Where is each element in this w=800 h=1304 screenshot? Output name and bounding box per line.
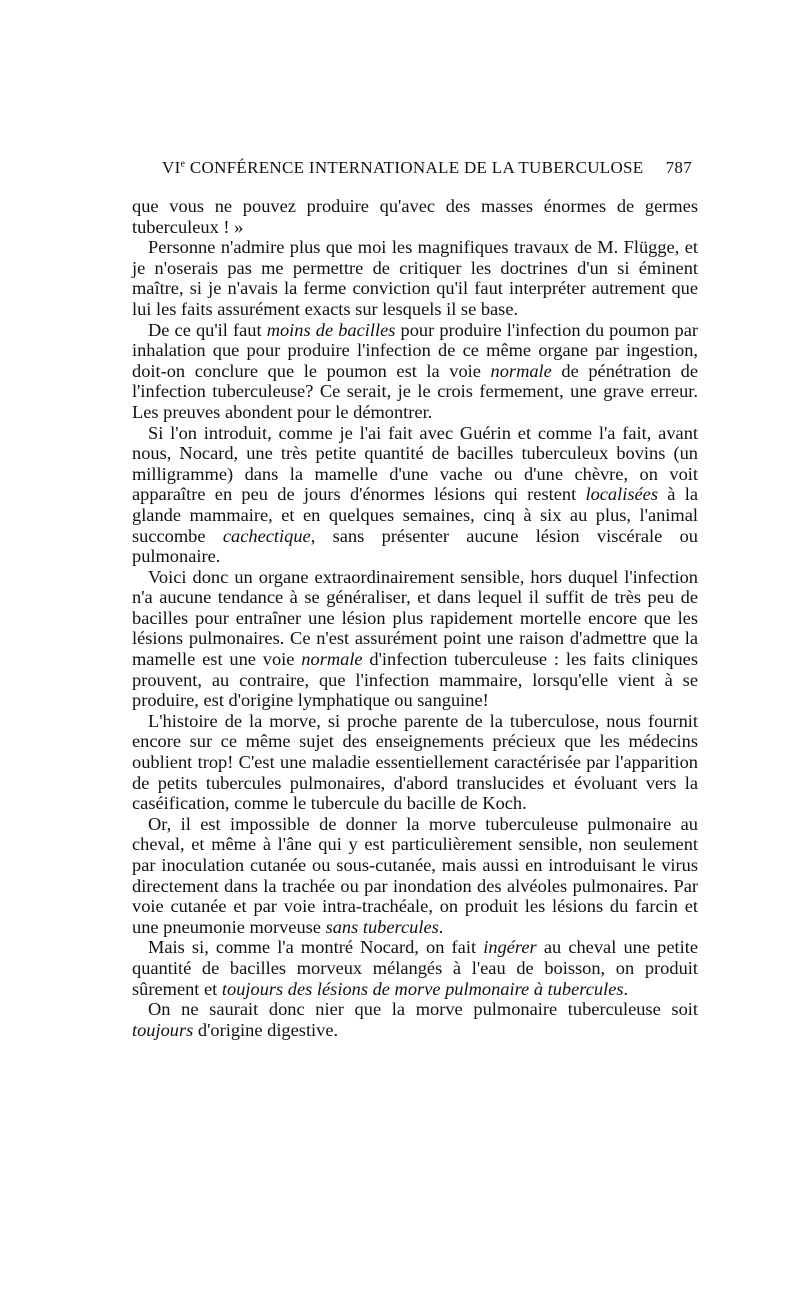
ordinal: VI bbox=[162, 158, 181, 177]
paragraph bbox=[132, 814, 698, 938]
text-run: Mais si, comme l'a montré Nocard, on fait bbox=[148, 937, 484, 958]
italic-text: localisées bbox=[585, 484, 658, 505]
italic-text: cachectique bbox=[222, 525, 311, 546]
text-run: Personne n'admire plus que moi les magnifiques travaux de M. Flügge, et je n'oserais pas me permettre de critiquer les doctrines d'un si éminent maître, si je n'avais la ferme conviction qu'il faut interpréter autrement que lui les faits assurément exacts sur lesquels il se base. bbox=[132, 237, 698, 319]
italic-text: sans tubercules bbox=[325, 916, 439, 937]
conference-title: CONFÉRENCE INTERNATIONALE DE LA TUBERCULOSE bbox=[189, 158, 644, 177]
running-head-title bbox=[162, 158, 644, 178]
paragraph bbox=[132, 237, 698, 319]
text-run: d'infection tuberculeuse : les faits cliniques prouvent, au contraire, que l'infection mammaire, lorsqu'elle vient à se produire, est d'origine lymphatique ou sanguine! bbox=[132, 649, 698, 711]
italic-text: toujours bbox=[132, 1019, 194, 1040]
text-run: On ne saurait donc nier que la morve pulmonaire tuberculeuse soit bbox=[148, 999, 698, 1020]
italic-text: normale bbox=[301, 649, 363, 670]
paragraph bbox=[132, 423, 698, 567]
body-text bbox=[132, 196, 698, 1040]
text-run: . bbox=[623, 978, 629, 999]
text-run: de pénétration de l'infection tuberculeuse? Ce serait, je le crois fermement, une grave erreur. Les preuves abondent pour le démontrer. bbox=[132, 360, 698, 422]
text-run: De ce qu'il faut bbox=[148, 319, 267, 340]
running-head bbox=[162, 158, 692, 178]
text-run: L'histoire de la morve, si proche parente de la tuberculose, nous fournit encore sur ce même sujet des enseignements précieux que les médecins oublient trop! C'est une maladie essentiellement caractérisée par l'apparition de petits tubercules pulmonaires, d'abord translucides et évoluant vers la caséification, comme le tubercule du bacille de Koch. bbox=[132, 710, 698, 814]
text-run: Voici donc un organe extraordinairement sensible, hors duquel l'infection n'a aucune tendance à se généraliser, et dans lequel il suffit de très peu de bacilles pour entraîner une lésion plus rapidement mortelle encore que les lésions pulmonaires. Ce n'est assurément point une raison d'admettre que la mamelle est une voie bbox=[132, 566, 698, 670]
text-run: , sans présenter aucune lésion viscérale ou pulmonaire. bbox=[132, 525, 698, 567]
text-run: pour produire l'infection du poumon par inhalation que pour produire l'infection de ce même organe par ingestion, doit-on conclure que le poumon est la voie bbox=[132, 319, 698, 381]
paragraph bbox=[132, 196, 698, 237]
paragraph bbox=[132, 999, 698, 1040]
text-run: . bbox=[438, 916, 444, 937]
text-run: d'origine digestive. bbox=[193, 1019, 339, 1040]
text-run: au cheval une petite quantité de bacilles morveux mélangés à l'eau de boisson, on produit sûrement et bbox=[132, 937, 699, 999]
italic-text: normale bbox=[490, 360, 552, 381]
paragraph bbox=[132, 320, 698, 423]
text-run: Si l'on introduit, comme je l'ai fait avec Guérin et comme l'a fait, avant nous, Nocard, une très petite quantité de bacilles tuberculeux bovins (un milligramme) dans la mamelle d'une vache ou d'une chèvre, on voit apparaître en peu de jours d'énormes lésions qui restent bbox=[132, 422, 698, 505]
paragraph bbox=[132, 711, 698, 814]
paragraph bbox=[132, 937, 698, 999]
page-number: 787 bbox=[665, 158, 692, 177]
italic-text: moins de bacilles bbox=[266, 319, 396, 340]
ordinal-superscript: e bbox=[180, 158, 186, 170]
text-run: à la glande mammaire, et en quelques semaines, cinq à six au plus, l'animal succombe bbox=[132, 484, 698, 546]
paragraph bbox=[132, 567, 698, 711]
text-run: que vous ne pouvez produire qu'avec des masses énormes de germes tuberculeux ! » bbox=[132, 196, 698, 237]
italic-text: toujours des lésions de morve pulmonaire à tubercules bbox=[221, 978, 624, 999]
text-run: Or, il est impossible de donner la morve tuberculeuse pulmonaire au cheval, et même à l'âne qui y est particulièrement sensible, non seulement par inoculation cutanée ou sous-cutanée, mais aussi en introduisant le virus directement dans la trachée ou par inondation des alvéoles pulmonaires. Par voie cutanée et par voie intra-trachéale, on produit les lésions du farcin et une pneumonie morveuse bbox=[132, 813, 698, 937]
italic-text: ingérer bbox=[483, 937, 537, 958]
